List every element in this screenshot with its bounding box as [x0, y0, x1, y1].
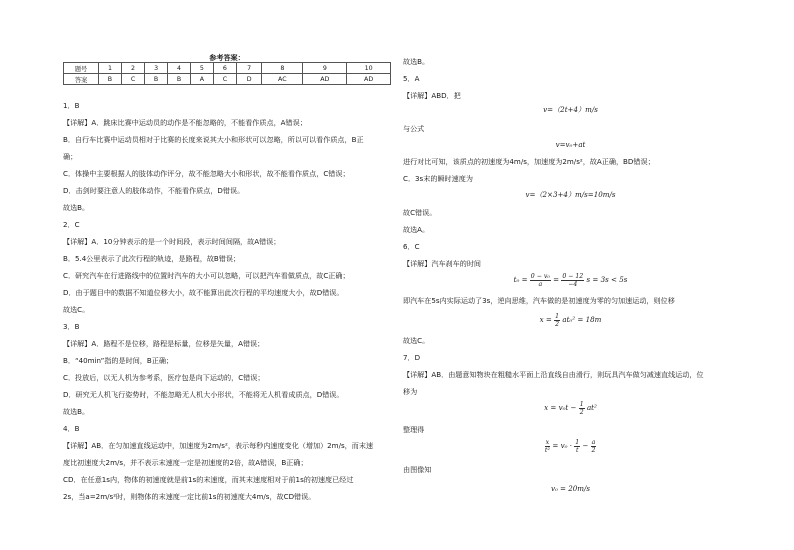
eq-text: = v₀ · [552, 441, 572, 450]
explanation-line: 故选B。 [63, 203, 90, 212]
fraction [561, 273, 584, 288]
explanation-line: 度比初速度大2m/s，并不表示末速度一定是初速度的2倍，故A错误，B正确； [63, 458, 308, 467]
explanation-line: D．击剑时要注意人的肢体动作，不能看作质点，D错误。 [63, 186, 245, 195]
explanation-line: 【详解】ABD．把 [403, 91, 461, 100]
table-cell: C [213, 74, 236, 85]
eq-text: = [553, 275, 560, 284]
explanation-line: C．研究汽车在行进路线中的位置时汽车的大小可以忽略，可以把汽车看做质点，故C正确； [63, 271, 350, 280]
fraction [530, 273, 551, 288]
explanation-line: 进行对比可知，该质点的初速度为4m/s，加速度为2m/s²，故A正确，BD错误； [403, 157, 655, 166]
explanation-line: 即汽车在5s内实际运动了3s，逆向思维，汽车做的是初速度为零的匀加速运动，则位移 [403, 296, 675, 305]
explanation-line: 【详解】汽车刹车的时间 [403, 259, 482, 268]
answer-table-row-label: 答案 [64, 74, 99, 85]
table-cell: AD [303, 74, 347, 85]
denominator: −4 [568, 280, 578, 288]
explanation-line: CD．在任意1s内，物体的初速度就是前1s的末速度，而其末速度相对于前1s的初速度已经过 [63, 475, 354, 484]
fraction [545, 439, 551, 454]
table-cell: D [237, 74, 262, 85]
table-cell: 9 [303, 63, 347, 74]
numerator: 0 − v₀ [530, 272, 550, 280]
table-cell: B [145, 74, 168, 85]
table-cell: AD [347, 74, 391, 85]
explanation-line: B．自行车比赛中运动员相对于比赛的长度来说其大小和形状可以忽略，所以可以看作质点，B正 [63, 135, 364, 144]
explanation-line: 【详解】A．跳床比赛中运动员的动作是不能忽略的，不能看作质点，A错误； [63, 118, 307, 127]
explanation-line: 故选B。 [63, 407, 90, 416]
answer-heading: 1．B [63, 101, 80, 110]
denominator: 2 [555, 320, 560, 328]
table-cell: B [99, 74, 122, 85]
explanation-line: 【详解】A．路程不是位移，路程是标量，位移是矢量，A错误； [63, 339, 265, 348]
fraction [574, 439, 580, 454]
answer-table-title: 参考答案： [209, 53, 245, 62]
explanation-line: 与公式 [403, 124, 425, 133]
explanation-line: D．由于题目中的数据不知道位移大小，故不能算出此次行程的平均速度大小，故D错误。 [63, 288, 344, 297]
equation-position [403, 400, 738, 416]
table-cell: 6 [213, 63, 236, 74]
eq-text: s = 3s < 5s [586, 275, 628, 284]
denominator: 2 [591, 446, 596, 454]
explanation-line: 【详解】AB．由题意知物块在粗糙水平面上沿直线自由滑行，则玩具汽车做匀减速直线运动，位 [403, 370, 704, 379]
explanation-line: 确； [63, 152, 78, 161]
equation-displacement [403, 312, 738, 328]
explanation-line: 故选C。 [63, 305, 90, 314]
answer-heading: 4．B [63, 424, 80, 433]
answer-table-row-label: 题号 [64, 63, 99, 74]
table-cell: 5 [190, 63, 213, 74]
equation-rearranged [403, 438, 738, 454]
table-cell: 10 [347, 63, 391, 74]
table-cell: B [168, 74, 191, 85]
explanation-line: 故选C。 [403, 336, 430, 345]
table-cell: 8 [262, 63, 303, 74]
answer-heading: 7．D [403, 353, 421, 362]
explanation-line: B．5.4公里表示了此次行程的轨迹，是路程，故B错误； [63, 254, 241, 263]
answer-heading: 5．A [403, 74, 420, 83]
table-cell: C [121, 74, 144, 85]
fraction [579, 401, 585, 416]
answer-heading: 3．B [63, 322, 80, 331]
denominator: 2 [579, 408, 584, 416]
eq-text: − [582, 441, 589, 450]
explanation-line: 移为 [403, 387, 418, 396]
table-cell: A [190, 74, 213, 85]
equation-initial-velocity: v₀ = 20m/s [550, 484, 591, 493]
denominator: t² [544, 446, 550, 454]
eq-text: at² [586, 403, 597, 412]
fraction [591, 439, 597, 454]
eq-text: t₀ = [513, 275, 528, 284]
table-cell: AC [262, 74, 303, 85]
equation-velocity: v=（2t+4）m/s [543, 105, 598, 114]
table-cell: 7 [237, 63, 262, 74]
eq-text: x = v₀t − [544, 403, 577, 412]
answer-heading: 2．C [63, 220, 80, 229]
explanation-line: 故选B。 [403, 57, 430, 66]
fraction [554, 313, 560, 328]
answer-heading: 6．C [403, 242, 420, 251]
explanation-line: 由图像知 [403, 465, 432, 474]
explanation-line: B．“40min”指的是时间，B正确； [63, 356, 174, 365]
explanation-line: 故选A。 [403, 225, 430, 234]
equation-formula: v=v₀+at [555, 140, 586, 149]
right-column [403, 0, 738, 550]
explanation-line: 整理得 [403, 425, 425, 434]
table-cell: 1 [99, 63, 122, 74]
explanation-line: 【详解】AB．在匀加速直线运动中，加速度为2m/s²，表示每秒内速度变化（增加）2m/s，而末速 [63, 441, 374, 450]
table-cell: 3 [145, 63, 168, 74]
numerator: 1 [575, 438, 580, 446]
equation-instant-velocity: v=（2×3+4）m/s=10m/s [525, 190, 616, 199]
answer-table-number-row [64, 63, 391, 74]
explanation-line: 【详解】A．10分钟表示的是一个时间段，表示时间间隔，故A错误； [63, 237, 281, 246]
answer-table [63, 62, 391, 85]
eq-text: x = [539, 315, 552, 324]
denominator: t [575, 446, 579, 454]
explanation-line: D．研究无人机飞行姿势时，不能忽略无人机大小形状，不能将无人机看成质点，D错误。 [63, 390, 344, 399]
table-cell: 4 [168, 63, 191, 74]
explanation-line: 故C错误。 [403, 208, 437, 217]
numerator: x [545, 438, 550, 446]
explanation-line: C．投放后，以无人机为参考系，医疗包是向下运动的，C错误； [63, 373, 265, 382]
explanation-line: C．体操中主要根据人的肢体动作评分，故不能忽略大小和形状，故不能看作质点，C错误； [63, 169, 350, 178]
numerator: a [591, 438, 596, 446]
denominator: a [538, 280, 543, 288]
numerator: 1 [555, 312, 560, 320]
equation-braking-time [403, 272, 738, 288]
explanation-line: C．3s末的瞬时速度为 [403, 174, 473, 183]
eq-text: at₀² = 18m [562, 315, 602, 324]
numerator: 0 − 12 [562, 272, 584, 280]
numerator: 1 [579, 400, 584, 408]
table-cell: 2 [121, 63, 144, 74]
explanation-line: 2s，当a=2m/s²时，则物体的末速度一定比前1s的初速度大4m/s，故CD错误。 [63, 492, 316, 501]
answer-table-answer-row [64, 74, 391, 85]
